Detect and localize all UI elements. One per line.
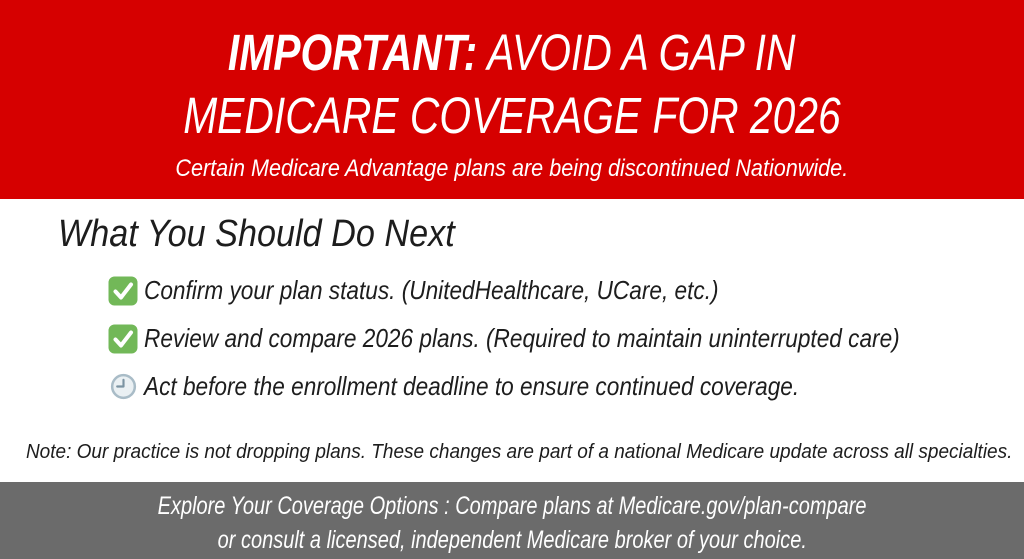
banner-title-emphasis: IMPORTANT: bbox=[228, 24, 478, 81]
footer-line-1: Explore Your Coverage Options : Compare plans at Medicare.gov/plan-compare bbox=[157, 492, 867, 520]
disclaimer-note: Note: Our practice is not dropping plans. These changes are part of a national Medicare update across all specialties. bbox=[25, 441, 1013, 463]
footer-bar bbox=[0, 482, 1024, 559]
checklist-item-text: Act before the enrollment deadline to ensure continued coverage. bbox=[144, 371, 800, 401]
checklist-item-text: Confirm your plan status. (UnitedHealthcare, UCare, etc.) bbox=[144, 275, 719, 305]
check-icon bbox=[108, 324, 138, 354]
alert-banner bbox=[0, 0, 1024, 199]
banner-title-line2: MEDICARE COVERAGE FOR 2026 bbox=[183, 87, 841, 144]
banner-subtitle: Certain Medicare Advantage plans are being discontinued Nationwide. bbox=[175, 155, 849, 182]
checklist-item bbox=[108, 274, 1024, 307]
checklist-item bbox=[108, 322, 1024, 355]
banner-title-line1 bbox=[0, 21, 1024, 84]
footer-line-2: or consult a licensed, independent Medicare broker of your choice. bbox=[217, 526, 807, 554]
check-icon bbox=[108, 276, 138, 306]
clock-icon bbox=[108, 372, 138, 402]
banner-title bbox=[0, 21, 1024, 147]
checklist-item-text: Review and compare 2026 plans. (Required to maintain uninterrupted care) bbox=[144, 323, 900, 353]
section-heading: What You Should Do Next bbox=[58, 213, 455, 255]
action-checklist bbox=[108, 274, 1024, 403]
banner-title-line1-rest: AVOID A GAP IN bbox=[477, 24, 796, 81]
checklist-item bbox=[108, 370, 1024, 403]
content-section bbox=[0, 199, 1024, 482]
